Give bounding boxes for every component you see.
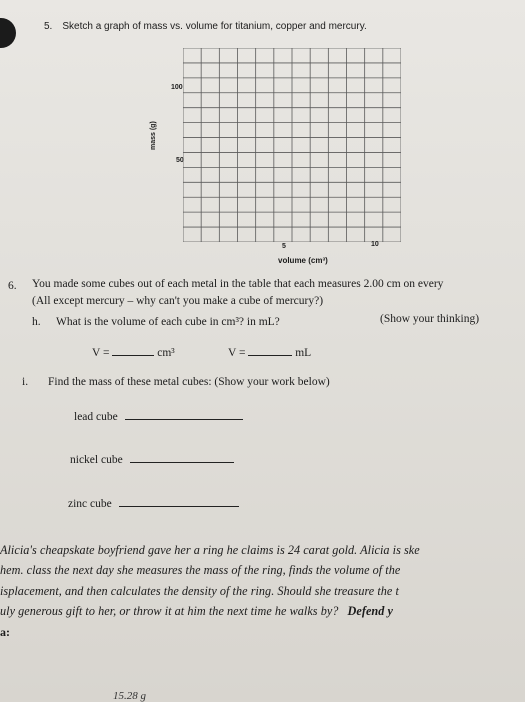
nickel-cube-label: nickel cube bbox=[70, 454, 123, 466]
part-h-text: What is the volume of each cube in cm³? in mL? bbox=[56, 316, 280, 328]
x-tick-10: 10 bbox=[371, 241, 379, 248]
question-6-line-1: You made some cubes out of each metal in the table that each measures 2.00 cm on every bbox=[32, 278, 444, 290]
part-i-text: Find the mass of these metal cubes: (Show your work below) bbox=[48, 376, 330, 388]
volume-cm3-unit: cm³ bbox=[157, 347, 175, 359]
part-i-letter: i. bbox=[22, 376, 29, 388]
y-axis-label: mass (g) bbox=[150, 121, 157, 150]
question-6-number: 6. bbox=[8, 280, 17, 292]
blank-graph-grid bbox=[183, 48, 401, 242]
alicia-paragraph-line-4-question: uly generous gift to her, or throw it at him the next time he walks by? bbox=[0, 604, 339, 618]
question-5-text: Sketch a graph of mass vs. volume for titanium, copper and mercury. bbox=[62, 21, 367, 32]
question-5 bbox=[44, 21, 367, 32]
part-h-letter: h. bbox=[32, 316, 41, 328]
alicia-paragraph-line-2: hem. class the next day she measures the mass of the ring, finds the volume of the bbox=[0, 563, 401, 577]
zinc-cube-label: zinc cube bbox=[68, 498, 112, 510]
zinc-cube-line bbox=[68, 498, 239, 510]
y-tick-100: 100 bbox=[171, 84, 183, 91]
x-tick-5: 5 bbox=[282, 243, 286, 250]
lead-cube-line bbox=[74, 411, 243, 423]
alicia-paragraph-line-3: isplacement, and then calculates the density of the ring. Should she treasure the t bbox=[0, 584, 399, 598]
lead-cube-blank[interactable] bbox=[125, 419, 243, 420]
alicia-paragraph-line-4 bbox=[0, 604, 393, 619]
nickel-cube-line bbox=[70, 454, 234, 466]
y-tick-50: 50 bbox=[176, 157, 184, 164]
alicia-paragraph-line-4-defend: Defend y bbox=[347, 604, 393, 618]
volume-ml-prefix: V = bbox=[228, 347, 246, 359]
volume-ml-unit: mL bbox=[295, 347, 312, 359]
alicia-paragraph-line-1: Alicia's cheapskate boyfriend gave her a ring he claims is 24 carat gold. Alicia is ske bbox=[0, 543, 420, 557]
volume-cm3-line bbox=[92, 347, 175, 359]
answer-label: a: bbox=[0, 625, 10, 639]
zinc-cube-blank[interactable] bbox=[119, 506, 239, 507]
lead-cube-label: lead cube bbox=[74, 411, 118, 423]
question-6-line-2: (All except mercury – why can't you make a cube of mercury?) bbox=[32, 295, 324, 307]
handwritten-mass-value: 15.28 g bbox=[113, 690, 146, 702]
question-5-number: 5. bbox=[44, 21, 53, 32]
x-axis-label: volume (cm³) bbox=[278, 256, 328, 265]
binder-hole bbox=[0, 18, 16, 48]
part-h-show-thinking: (Show your thinking) bbox=[380, 313, 480, 325]
volume-cm3-blank[interactable] bbox=[112, 355, 154, 356]
volume-ml-line bbox=[228, 347, 311, 359]
volume-ml-blank[interactable] bbox=[248, 355, 292, 356]
nickel-cube-blank[interactable] bbox=[130, 462, 234, 463]
volume-cm3-prefix: V = bbox=[92, 347, 110, 359]
